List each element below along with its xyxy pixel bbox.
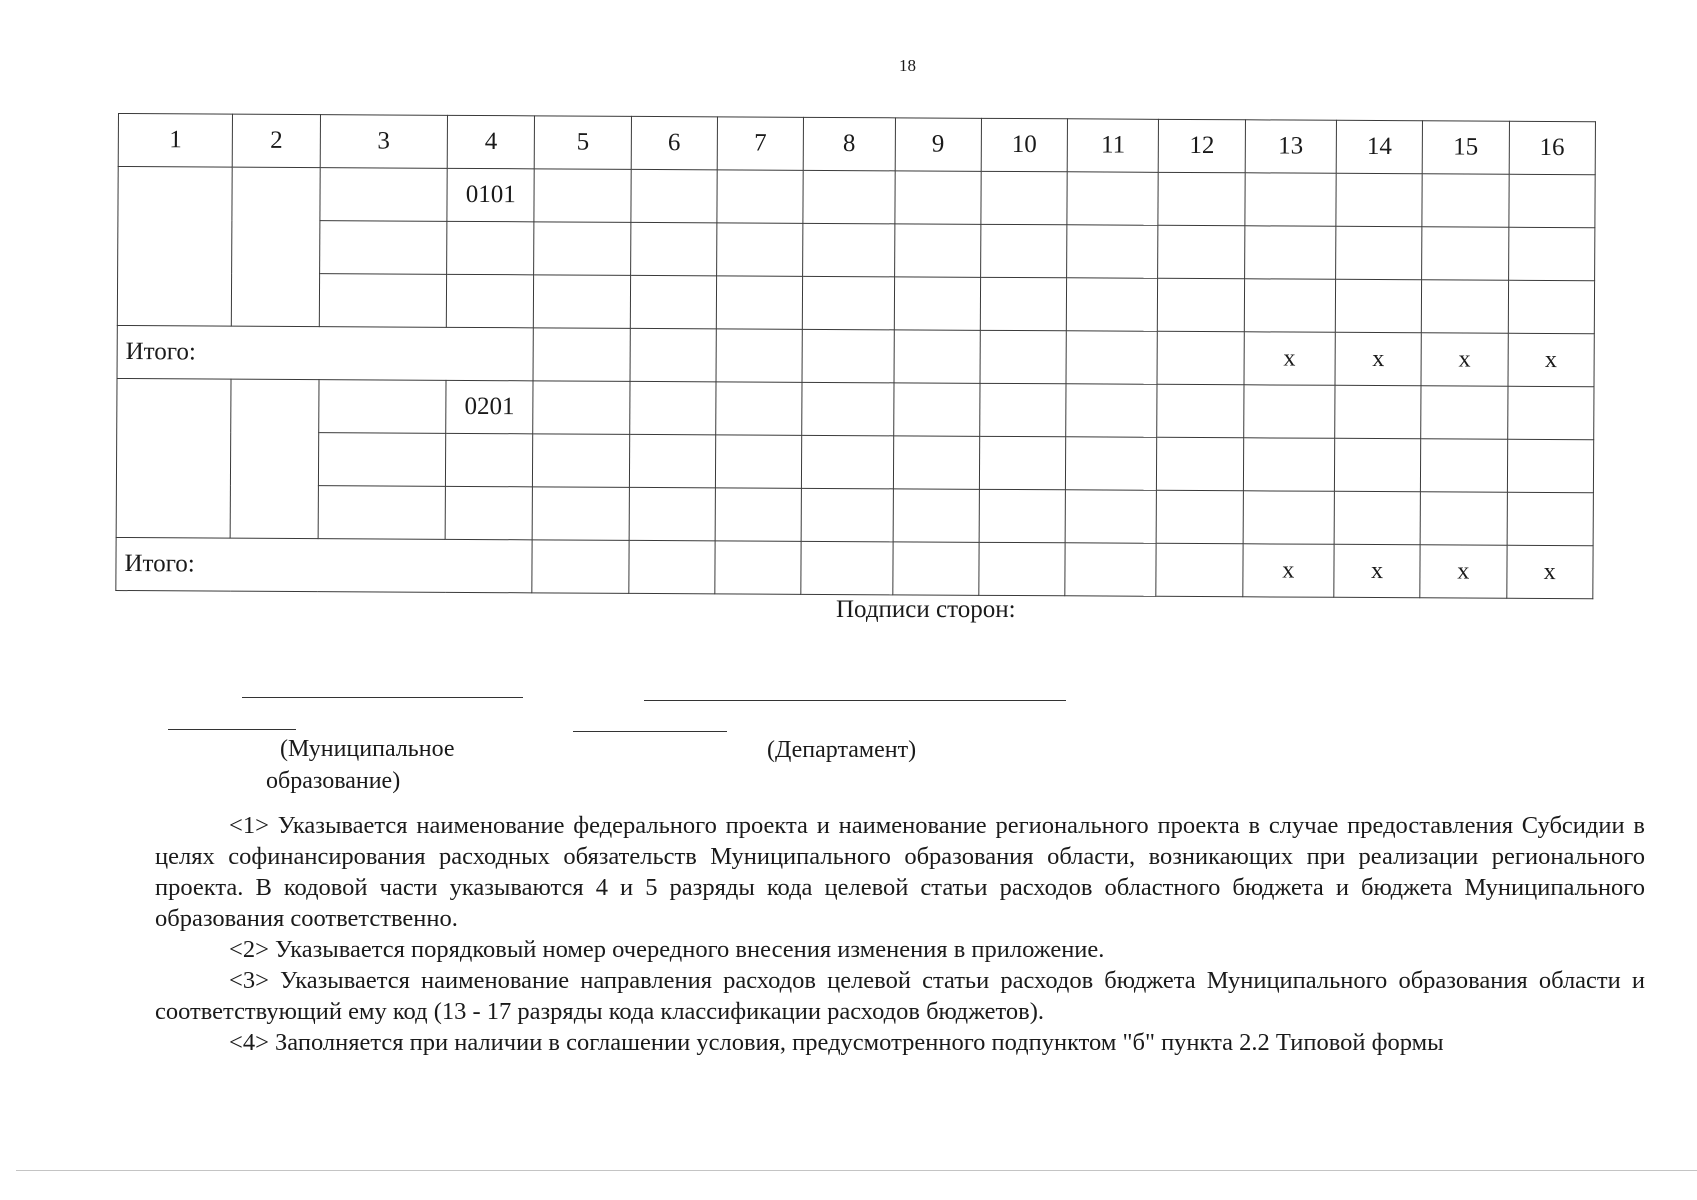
- table-cell: [1508, 227, 1595, 280]
- table-cell: [1066, 437, 1158, 491]
- bottom-divider: [16, 1170, 1697, 1171]
- table-cell: [717, 170, 804, 223]
- table-cell: [716, 329, 803, 382]
- column-header: 11: [1067, 119, 1159, 173]
- table-row: [117, 273, 1594, 334]
- table-cell: [1158, 278, 1245, 331]
- table-cell: [1243, 385, 1335, 439]
- table-cell: [979, 542, 1066, 595]
- table-cell: [630, 328, 717, 381]
- total-label: Итого:: [116, 537, 533, 592]
- table-cell: [533, 434, 630, 488]
- x-mark: x: [1508, 333, 1595, 386]
- table-cell: [979, 489, 1066, 542]
- table-row: [117, 378, 1594, 439]
- column-header: 9: [895, 118, 982, 171]
- table-cell: [803, 276, 895, 330]
- column-header: 3: [320, 115, 448, 169]
- table-cell: [231, 379, 319, 538]
- column-header: 6: [631, 116, 718, 169]
- table-row: [116, 431, 1593, 492]
- footnote-2: <2> Указывается порядковый номер очередного внесения изменения в приложение.: [229, 936, 1105, 963]
- table-cell: [801, 541, 893, 595]
- table-cell: [1157, 437, 1244, 490]
- budget-code-cell: 0201: [446, 380, 534, 433]
- table-cell: [802, 329, 894, 383]
- table-cell: [894, 277, 981, 330]
- table-cell: [715, 488, 802, 541]
- table-cell: [1066, 331, 1158, 385]
- table-cell: [1334, 491, 1421, 544]
- table-cell: [980, 383, 1067, 436]
- table-cell: [630, 222, 717, 275]
- table-cell: [1336, 226, 1423, 279]
- table-cell: [1158, 225, 1245, 278]
- table-cell: [533, 328, 630, 382]
- footnotes: [155, 810, 1645, 1058]
- table-cell: [717, 223, 804, 276]
- table-cell: [893, 436, 980, 489]
- table-cell: [1065, 490, 1157, 544]
- table-cell: [1157, 384, 1244, 437]
- page-number: 18: [899, 56, 916, 75]
- table-cell: [716, 276, 803, 329]
- x-mark: x: [1420, 545, 1507, 598]
- column-header: 10: [981, 118, 1068, 171]
- header-row: [118, 114, 1595, 175]
- table-cell: [629, 381, 716, 434]
- table-cell: [532, 540, 629, 594]
- table-cell: [1243, 491, 1335, 545]
- table-cell: [1421, 439, 1508, 492]
- signatures-title: Подписи сторон:: [836, 596, 1016, 623]
- table-cell: [1335, 385, 1422, 438]
- table-cell: [534, 222, 631, 276]
- column-header: 1: [118, 114, 233, 168]
- table-cell: [1067, 225, 1159, 279]
- column-header: 2: [233, 114, 321, 167]
- table-cell: [980, 277, 1067, 330]
- x-mark: x: [1506, 545, 1593, 598]
- table-cell: [803, 223, 895, 277]
- table-cell: [445, 433, 533, 486]
- footnote-1: <1> Указывается наименование федерального проекта и наименование регионального проекта в случае предоставления Субсидии в целях софинансирования расходных обязательств Муниципального образования области, возникающих при реализации регионального проекта. В кодовой части указываются 4 и 5 разряды кода целевой статьи расходов областного бюджета и бюджета Муниципального образования соответственно.: [155, 812, 1645, 932]
- column-header: 7: [717, 117, 804, 170]
- signature-date-line-municipality: [168, 729, 296, 730]
- table-cell: [1157, 490, 1244, 543]
- table-cell: [630, 275, 717, 328]
- table-cell: [1421, 386, 1508, 439]
- table-cell: [1508, 174, 1595, 227]
- table-cell: [318, 380, 446, 434]
- table-cell: [803, 170, 895, 224]
- total-label: Итого:: [117, 325, 534, 380]
- x-mark: x: [1335, 332, 1422, 385]
- footnote-3: <3> Указывается наименование направления расходов целевой статьи расходов бюджета Муниципального образования области и соответствующий ему код (13 - 17 разряды кода классификации расходов бюджетов).: [155, 967, 1645, 1025]
- municipality-caption: [266, 733, 526, 797]
- table-cell: [1336, 173, 1423, 226]
- table-cell: [802, 435, 894, 489]
- table-cell: [1067, 172, 1159, 226]
- table-cell: [893, 489, 980, 542]
- table-cell: [1507, 492, 1594, 545]
- x-mark: x: [1244, 332, 1336, 386]
- budget-table-wrapper: [115, 113, 1596, 599]
- table-cell: [1422, 174, 1509, 227]
- table-cell: [1158, 172, 1245, 225]
- table-cell: [802, 382, 894, 436]
- table-cell: [715, 435, 802, 488]
- table-cell: [446, 274, 534, 327]
- table-cell: [716, 382, 803, 435]
- column-header: 13: [1245, 120, 1337, 174]
- footnote-4: <4> Заполняется при наличии в соглашении условия, предусмотренного подпунктом "б" пункта 2.2 Типовой формы: [229, 1029, 1444, 1056]
- table-cell: [1244, 279, 1336, 333]
- table-cell: [1065, 543, 1157, 597]
- table-cell: [894, 171, 981, 224]
- table-cell: [319, 221, 447, 275]
- table-cell: [1066, 384, 1158, 438]
- table-row: [116, 484, 1593, 545]
- table-cell: [1422, 227, 1509, 280]
- table-cell: [117, 167, 232, 327]
- table-cell: [533, 381, 630, 435]
- table-cell: [534, 275, 631, 329]
- table-cell: [319, 274, 447, 328]
- table-cell: [1334, 438, 1421, 491]
- table-cell: [1066, 278, 1158, 332]
- table-cell: [1245, 173, 1337, 227]
- table-cell: [1508, 280, 1595, 333]
- table-cell: [534, 169, 631, 223]
- table-cell: [1420, 492, 1507, 545]
- signature-date-line-department: [573, 731, 727, 732]
- column-header: 15: [1422, 121, 1509, 174]
- budget-table: [115, 113, 1596, 599]
- column-header: 12: [1159, 119, 1246, 172]
- table-cell: [892, 542, 979, 595]
- table-row: [118, 167, 1595, 228]
- signature-line-municipality: [242, 697, 523, 698]
- table-cell: [447, 221, 535, 274]
- x-mark: x: [1334, 544, 1421, 597]
- table-cell: [318, 433, 446, 487]
- table-cell: [1244, 226, 1336, 280]
- municipality-caption-line2: образование): [266, 768, 401, 794]
- table-cell: [1507, 439, 1594, 492]
- table-cell: [1243, 438, 1335, 492]
- table-cell: [629, 434, 716, 487]
- department-caption: (Департамент): [767, 737, 917, 763]
- total-row: [117, 325, 1594, 386]
- column-header: 4: [447, 115, 535, 168]
- table-cell: [893, 383, 980, 436]
- table-cell: [318, 486, 446, 540]
- table-cell: [629, 487, 716, 540]
- table-cell: [116, 378, 231, 538]
- table-cell: [631, 169, 718, 222]
- table-row: [118, 220, 1595, 281]
- budget-code-cell: 0101: [447, 168, 535, 221]
- column-header: 8: [803, 117, 895, 171]
- table-cell: [628, 540, 715, 593]
- table-cell: [894, 224, 981, 277]
- x-mark: x: [1421, 333, 1508, 386]
- table-cell: [980, 330, 1067, 383]
- table-cell: [532, 487, 629, 541]
- column-header: 14: [1336, 120, 1423, 173]
- table-cell: [445, 486, 533, 539]
- table-cell: [1156, 543, 1243, 596]
- table-cell: [320, 168, 448, 222]
- table-cell: [894, 330, 981, 383]
- column-header: 16: [1509, 121, 1596, 174]
- table-cell: [979, 436, 1066, 489]
- table-cell: [1422, 280, 1509, 333]
- table-cell: [1157, 331, 1244, 384]
- total-row: [116, 537, 1593, 598]
- municipality-caption-line1: (Муниципальное: [280, 736, 455, 762]
- table-cell: [981, 171, 1068, 224]
- x-mark: x: [1242, 544, 1334, 598]
- table-cell: [715, 541, 802, 594]
- table-cell: [232, 167, 320, 326]
- table-cell: [801, 488, 893, 542]
- signature-line-department: [644, 700, 1066, 701]
- table-cell: [980, 224, 1067, 277]
- table-cell: [1335, 279, 1422, 332]
- table-cell: [1507, 386, 1594, 439]
- column-header: 5: [535, 116, 632, 170]
